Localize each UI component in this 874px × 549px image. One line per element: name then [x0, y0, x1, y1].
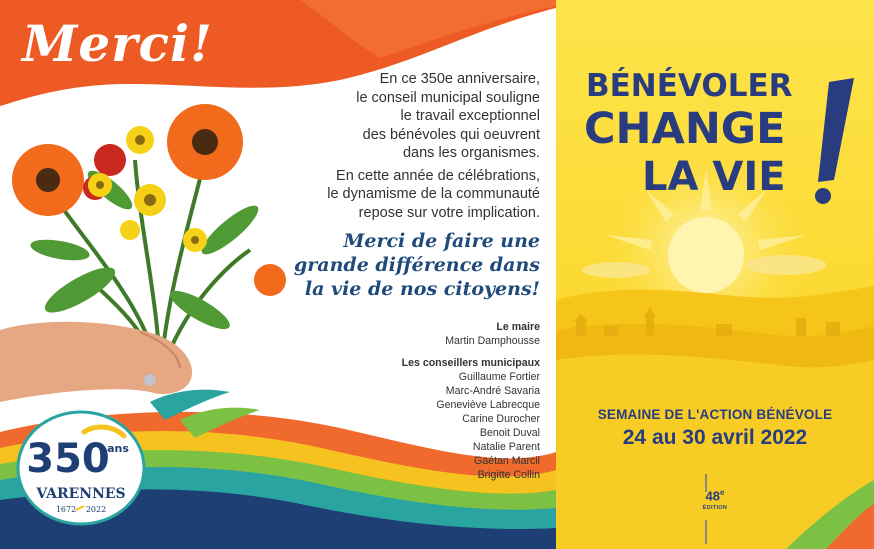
edition-number-value: 48 — [705, 488, 720, 504]
thanks-message — [240, 229, 540, 301]
paragraph-1 — [240, 70, 540, 163]
paragraph-2-line: repose sur votre implication. — [358, 204, 540, 221]
slogan-line-2: CHANGE — [584, 104, 786, 154]
edition-number — [556, 488, 874, 503]
thanks-line: la vie de nos citoyens! — [304, 278, 540, 300]
intro-text — [240, 70, 540, 226]
slogan-line-1: BÉNÉVOLER — [586, 68, 793, 104]
councillor-name: Brigitte Collin — [477, 469, 540, 481]
councillor-name: Guillaume Fortier — [458, 371, 540, 383]
logo-city: VARENNES — [36, 486, 126, 502]
mayor-name: Martin Damphousse — [445, 335, 540, 347]
paragraph-1-line: le conseil municipal souligne — [356, 89, 540, 106]
paragraph-1-line: En ce 350e anniversaire, — [379, 71, 540, 87]
councillor-name: Gaétan Marcil — [474, 455, 540, 467]
merci-title: Merci! — [22, 14, 213, 73]
thanks-line: Merci de faire une — [343, 230, 540, 252]
week-dates: 24 au 30 avril 2022 — [622, 426, 808, 449]
edition-number-suffix: e — [720, 488, 725, 497]
mayor-role: Le maire — [496, 321, 540, 333]
councillors-role: Les conseillers municipaux — [401, 357, 540, 369]
varennes-350-logo — [16, 410, 146, 526]
councillor-name: Carine Durocher — [462, 413, 540, 425]
councillor-name: Benoit Duval — [479, 427, 540, 439]
edition-divider-bottom — [705, 520, 707, 544]
councillor-name: Natalie Parent — [472, 441, 540, 453]
edition-word: ÉDITION — [702, 505, 728, 511]
paragraph-1-line: le travail exceptionnel — [400, 108, 540, 124]
logo-suffix: ans — [107, 442, 129, 455]
slogan-line-3: LA VIE — [642, 154, 786, 200]
thanks-line: grande différence dans — [293, 254, 540, 276]
council-list — [300, 320, 540, 482]
logo-number: 350 — [26, 436, 110, 482]
councillor-name: Marc-André Savaria — [445, 385, 540, 397]
paragraph-2-line: le dynamisme de la communauté — [327, 186, 540, 202]
paragraph-1-line: des bénévoles qui oeuvrent — [362, 126, 540, 143]
logo-year-end: 2022 — [85, 505, 107, 514]
paragraph-2-line: En cette année de célébrations, — [336, 167, 540, 184]
paragraph-1-line: dans les organismes. — [402, 145, 540, 161]
week-label: SEMAINE DE L'ACTION BÉNÉVOLE — [597, 407, 833, 422]
paragraph-2 — [240, 167, 540, 223]
councillor-name: Geneviève Labrecque — [436, 399, 540, 411]
logo-year-start: 1672 — [55, 505, 77, 514]
right-panel — [556, 0, 874, 549]
